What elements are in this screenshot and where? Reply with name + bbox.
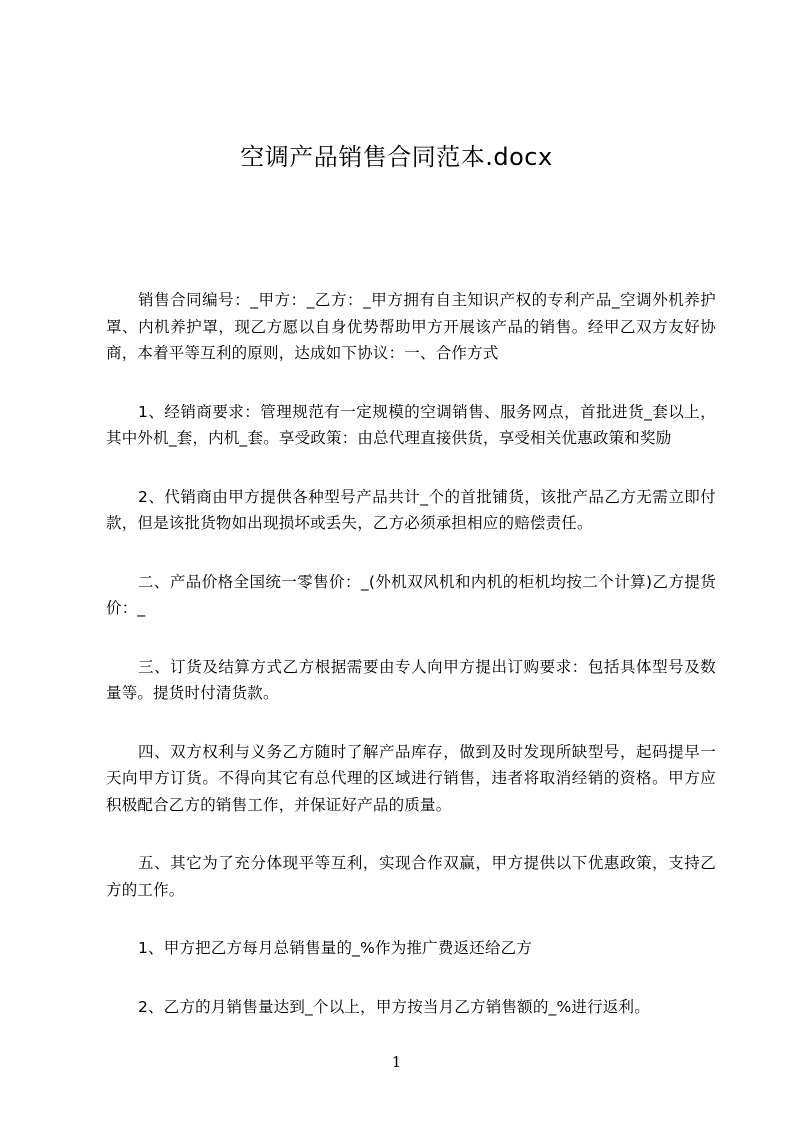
paragraph-ordering-settlement: 三、订货及结算方式乙方根据需要由专人向甲方提出订购要求：包括具体型号及数量等。提货时付清货款。 (106, 657, 716, 702)
paragraph-sales-rebate: 2、乙方的月销售量达到_个以上，甲方按当月乙方销售额的_%进行返利。 (138, 997, 650, 1016)
paragraph-consignment: 2、代销商由甲方提供各种型号产品共计_个的首批铺货，该批产品乙方无需立即付款，但是该批货物如出现损坏或丢失，乙方必须承担相应的赔偿责任。 (106, 487, 716, 532)
document-title: 空调产品销售合同范本.docx (240, 143, 553, 171)
paragraph-distributor-requirements: 1、经销商要求：管理规范有一定规模的空调销售、服务网点，首批进货_套以上，其中外机_套，内机_套。享受政策：由总代理直接供货，享受相关优惠政策和奖励 (106, 402, 716, 447)
document-body (106, 287, 716, 1052)
paragraph-contract-intro: 销售合同编号：_甲方：_乙方：_甲方拥有自主知识产权的专利产品_空调外机养护罩、内机养护罩，现乙方愿以自身优势帮助甲方开展该产品的销售。经甲乙双方友好协商，本着平等互利的原则，达成如下协议：一、合作方式 (106, 291, 716, 362)
paragraph-promotion-fee: 1、甲方把乙方每月总销售量的_%作为推广费返还给乙方 (138, 939, 533, 957)
paragraph-other-terms: 五、其它为了充分体现平等互利，实现合作双赢，甲方提供以下优惠政策，支持乙方的工作。 (106, 854, 716, 899)
page-number: 1 (391, 1053, 402, 1071)
paragraph-rights-obligations: 四、双方权利与义务乙方随时了解产品库存，做到及时发现所缺型号，起码提早一天向甲方订货。不得向其它有总代理的区域进行销售，违者将取消经销的资格。甲方应积极配合乙方的销售工作，并保证好产品的质量。 (106, 742, 716, 814)
paragraph-product-price: 二、产品价格全国统一零售价：_(外机双风机和内机的柜机均按二个计算)乙方提货价：_ (106, 572, 716, 617)
